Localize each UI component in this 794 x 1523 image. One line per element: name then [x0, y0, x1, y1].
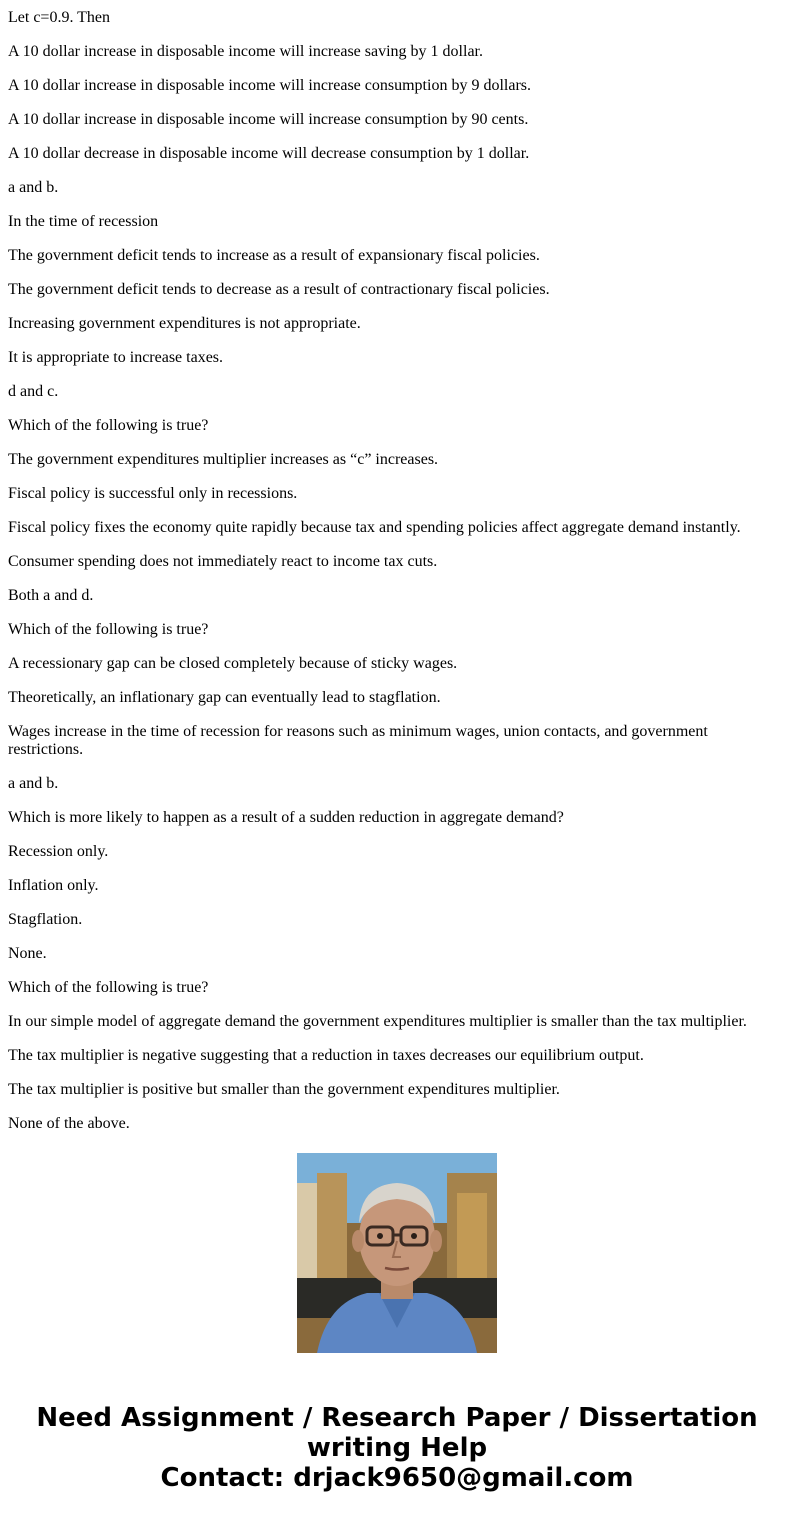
text-line: Stagflation. [8, 911, 83, 928]
text-line: a and b. [8, 775, 59, 792]
text-line: Let c=0.9. Then [8, 9, 111, 26]
text-line: It is appropriate to increase taxes. [8, 349, 224, 366]
promo-line: Need Assignment / Research Paper / Dissertation [36, 1403, 758, 1433]
text-line: The government deficit tends to decrease as a result of contractionary fiscal policies. [8, 281, 550, 298]
text-line: Which of the following is true? [8, 621, 209, 638]
text-line: None of the above. [8, 1115, 130, 1132]
text-line: The tax multiplier is negative suggesting that a reduction in taxes decreases our equilibrium output. [8, 1047, 644, 1064]
text-line: The government deficit tends to increase as a result of expansionary fiscal policies. [8, 247, 540, 264]
text-line: Consumer spending does not immediately react to income tax cuts. [8, 553, 438, 570]
text-line: d and c. [8, 383, 59, 400]
text-line: Increasing government expenditures is not appropriate. [8, 315, 361, 332]
text-line: Wages increase in the time of recession for reasons such as minimum wages, union contacts, and government restrictions. [8, 723, 708, 758]
text-line: A recessionary gap can be closed completely because of sticky wages. [8, 655, 458, 672]
text-line: In our simple model of aggregate demand the government expenditures multiplier is smaller than the tax multiplier. [8, 1013, 747, 1030]
text-line: Fiscal policy fixes the economy quite rapidly because tax and spending policies affect aggregate demand instantly. [8, 519, 741, 536]
text-line: a and b. [8, 179, 59, 196]
promo-banner [0, 1403, 794, 1493]
text-line: A 10 dollar increase in disposable income will increase consumption by 9 dollars. [8, 77, 531, 94]
text-line: Which of the following is true? [8, 417, 209, 434]
text-line: In the time of recession [8, 213, 159, 230]
text-line: Which is more likely to happen as a result of a sudden reduction in aggregate demand? [8, 809, 564, 826]
text-line: Fiscal policy is successful only in recessions. [8, 485, 298, 502]
text-line: A 10 dollar increase in disposable income will increase saving by 1 dollar. [8, 43, 483, 60]
portrait-photo [297, 1153, 497, 1353]
text-line: Which of the following is true? [8, 979, 209, 996]
promo-contact: Contact: drjack9650@gmail.com [160, 1463, 634, 1493]
text-line: Recession only. [8, 843, 109, 860]
text-line: The tax multiplier is positive but smaller than the government expenditures multiplier. [8, 1081, 560, 1098]
text-line: Theoretically, an inflationary gap can eventually lead to stagflation. [8, 689, 441, 706]
text-line: None. [8, 945, 47, 962]
text-line: The government expenditures multiplier increases as “c” increases. [8, 451, 439, 468]
text-line: Inflation only. [8, 877, 99, 894]
text-line: A 10 dollar increase in disposable income will increase consumption by 90 cents. [8, 111, 529, 128]
text-line: Both a and d. [8, 587, 94, 604]
avatar [297, 1153, 497, 1353]
promo-line: writing Help [306, 1433, 488, 1463]
text-line: A 10 dollar decrease in disposable income will decrease consumption by 1 dollar. [8, 145, 530, 162]
